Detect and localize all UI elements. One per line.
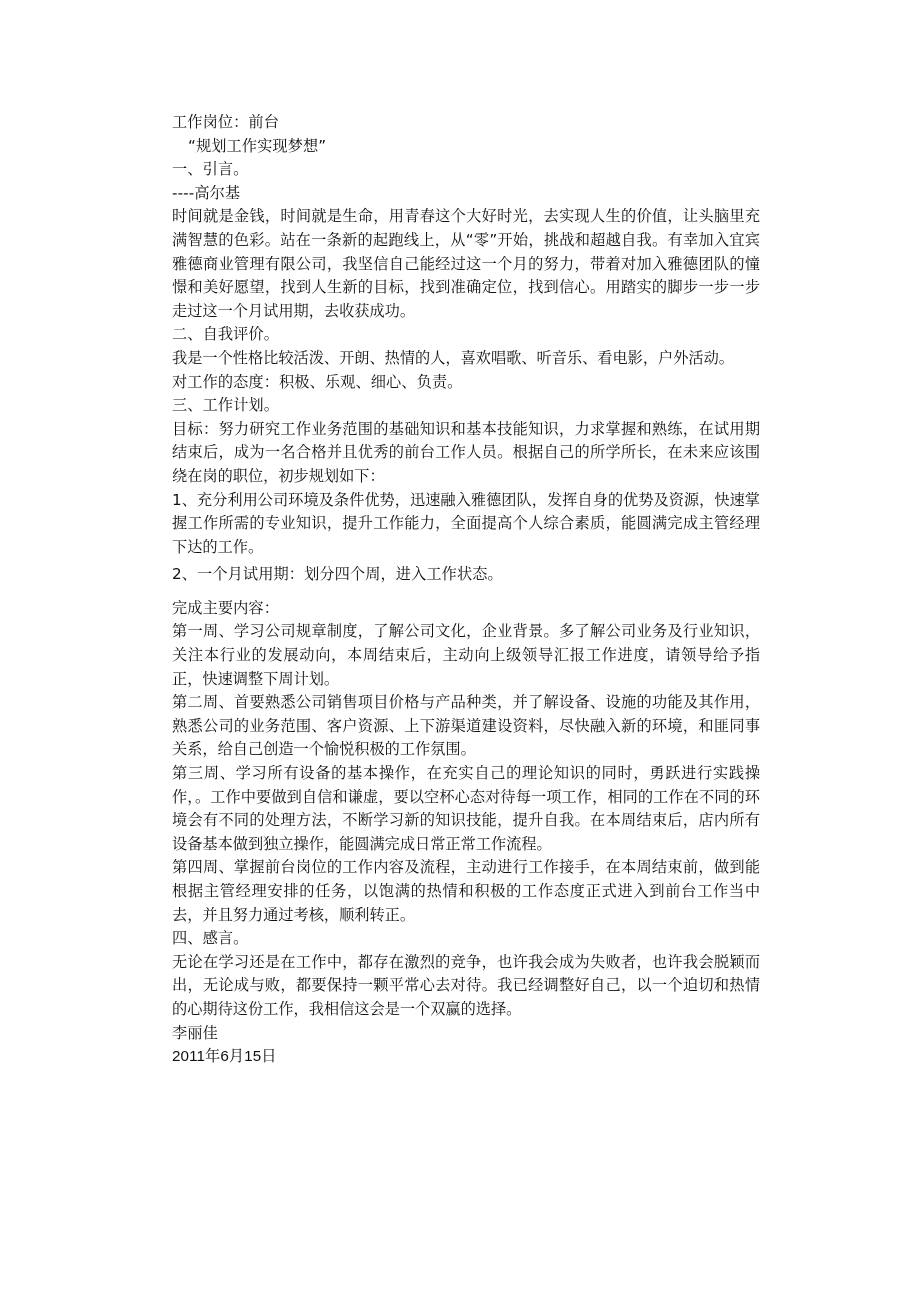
date: 2011年6月15日 — [172, 1048, 277, 1066]
main-content-heading: 完成主要内容： — [172, 598, 280, 617]
self-eval-heading: 二、自我评价。 — [172, 325, 280, 344]
plan-heading: 三、工作计划。 — [172, 396, 280, 415]
signature: 李丽佳 — [172, 1023, 218, 1042]
week-4-paragraph: 第四周、掌握前台岗位的工作内容及流程，主动进行工作接手，在本周结束前，做到能根据主管经理安排的任务，以饱满的热情和积极的工作态度正式进入到前台工作当中去，并且努力通过考核，顺利转正。 — [172, 858, 760, 924]
self-eval-line-1: 我是一个性格比较活泼、开朗、热情的人，喜欢唱歌、听音乐、看电影，户外活动。 — [172, 348, 734, 367]
closing-paragraph: 无论在学习还是在工作中，都存在激烈的竞争，也许我会成为失败者，也许我会脱颖而出，无论成与败，都要保持一颗平常心去对待。我已经调整好自己，以一个迫切和热情的心期待这份工作，我相信这会是一个双赢的选择。 — [172, 952, 760, 1018]
intro-attribution: ----高尔基 — [172, 183, 241, 202]
plan-item-1: 1、充分利用公司环境及条件优势，迅速融入雅德团队，发挥自身的优势及资源，快速掌握工作所需的专业知识，提升工作能力，全面提高个人综合素质，能圆满完成主管经理下达的工作。 — [172, 490, 760, 556]
plan-goal: 目标：努力研究工作业务范围的基础知识和基本技能知识，力求掌握和熟练，在试用期结束后，成为一名合格并且优秀的前台工作人员。根据自己的所学所长，在未来应该围绕在岗的职位，初步规划如下： — [172, 419, 760, 485]
closing-heading: 四、感言。 — [172, 929, 249, 948]
job-position: 工作岗位：前台 — [172, 113, 280, 131]
self-eval-line-2: 对工作的态度：积极、乐观、细心、负责。 — [172, 372, 463, 391]
document-body — [172, 111, 760, 1069]
week-3-paragraph: 第三周、学习所有设备的基本操作，在充实自己的理论知识的同时，勇跃进行实践操作，。工作中要做到自信和谦虚，要以空杯心态对待每一项工作，相同的工作在不同的环境会有不同的处理方法，不断学习新的知识技能，提升自我。在本周结束后，店内所有设备基本做到独立操作，能圆满完成日常正常工作流程。 — [172, 764, 760, 853]
document-title: “规划工作实现梦想” — [188, 136, 327, 155]
plan-item-2: 2、一个月试用期：划分四个周，进入工作状态。 — [172, 565, 503, 584]
week-2-paragraph: 第二周、首要熟悉公司销售项目价格与产品种类，并了解设备、设施的功能及其作用，熟悉公司的业务范围、客户资源、上下游渠道建设资料，尽快融入新的环境，和匪同事关系，给自己创造一个愉悦积极的工作氛围。 — [172, 693, 760, 759]
intro-heading: 一、引言。 — [172, 160, 249, 179]
intro-paragraph: 时间就是金钱，时间就是生命，用青春这个大好时光，去实现人生的价值，让头脑里充满智慧的色彩。站在一条新的起跑线上，从“零”开始，挑战和超越自我。有幸加入宜宾雅德商业管理有限公司，我坚信自己能经过这一个月的努力，带着对加入雅德团队的憧憬和美好愿望，找到人生新的目标，找到准确定位，找到信心。用踏实的脚步一步一步走过这一个月试用期，去收获成功。 — [172, 207, 760, 320]
week-1-paragraph: 第一周、学习公司规章制度，了解公司文化，企业背景。多了解公司业务及行业知识，关注本行业的发展动向，本周结束后，主动向上级领导汇报工作进度，请领导给予指正，快速调整下周计划。 — [172, 622, 760, 688]
